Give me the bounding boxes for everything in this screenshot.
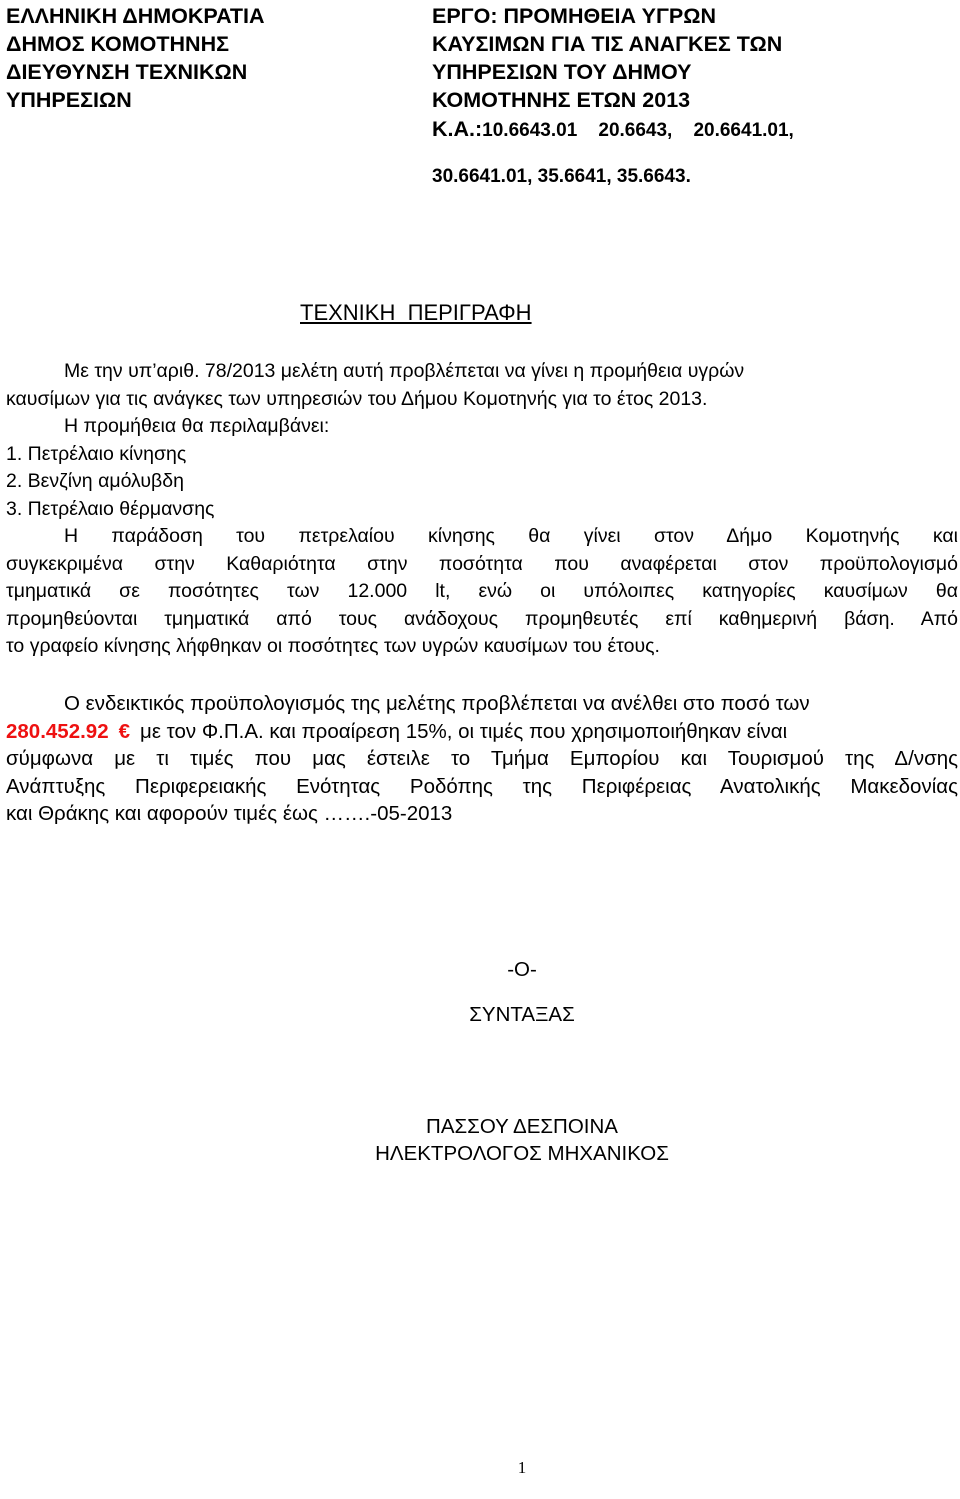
budget-codes-label: Κ.Α.:	[432, 117, 483, 141]
budget-line	[6, 718, 958, 746]
delivery-line: προμηθεύονται τμηματικά από τους ανάδοχους προμηθευτές επί καθημερινή βάση. Από	[6, 607, 958, 630]
budget-codes-values: 10.6643.01 20.6643, 20.6641.01,	[482, 120, 794, 141]
header-project-line: ΥΠΗΡΕΣΙΩΝ ΤΟΥ ΔΗΜΟΥ	[432, 60, 692, 84]
signatory-role: ΣΥΝΤΑΞΑΣ	[469, 1003, 575, 1026]
intro-line: Με την υπ’αριθ. 78/2013 μελέτη αυτή προβλέπεται να γίνει η προμήθεια υγρών	[64, 360, 745, 382]
closing-separator: -Ο-	[507, 958, 537, 981]
budget-codes-continued: 30.6641.01, 35.6641, 35.6643.	[432, 166, 691, 187]
intro-line: καυσίμων για τις ανάγκες των υπηρεσιών του Δήμου Κομοτηνής για το έτος 2013.	[6, 387, 708, 410]
budget-line: και Θράκης και αφορούν τιμές έως …….-05-2013	[6, 802, 453, 825]
budget-line: σύμφωνα με τι τιμές που μας έστειλε το Τμήμα Εμπορίου και Τουρισμού της Δ/νσης	[6, 747, 958, 770]
delivery-line: τμηματικά σε ποσότητες των 12.000 lt, ενώ οι υπόλοιπες κατηγορίες καυσίμων θα	[6, 580, 958, 602]
budget-section	[6, 690, 958, 828]
delivery-line: Η παράδοση του πετρελαίου κίνησης θα γίνει στον Δήμο Κομοτηνής και	[64, 525, 958, 547]
budget-amount: 280.452.92	[6, 719, 109, 743]
header-project-line: ΚΑΥΣΙΜΩΝ ΓΙΑ ΤΙΣ ΑΝΑΓΚΕΣ ΤΩΝ	[432, 32, 783, 56]
intro-line: Η προμήθεια θα περιλαμβάνει:	[64, 415, 330, 437]
list-item: 3. Πετρέλαιο θέρμανσης	[6, 497, 215, 520]
budget-line: Ο ενδεικτικός προϋπολογισμός της μελέτης προβλέπεται να ανέλθει στο ποσό των	[64, 692, 810, 715]
signatory-title: ΗΛΕΚΤΡΟΛΟΓΟΣ ΜΗΧΑΝΙΚΟΣ	[375, 1142, 669, 1165]
header-authority	[6, 2, 336, 114]
header-project-line: ΕΡΓΟ: ΠΡΟΜΗΘΕΙΑ ΥΓΡΩΝ	[432, 4, 717, 28]
header-authority-line: ΕΛΛΗΝΙΚΗ ΔΗΜΟΚΡΑΤΙΑ	[6, 4, 265, 28]
budget-line-rest: με τον Φ.Π.Α. και προαίρεση 15%, οι τιμές που χρησιμοποιήθηκαν είναι	[140, 719, 788, 743]
budget-line: Ανάπτυξης Περιφερειακής Ενότητας Ροδόπης της Περιφέρειας Ανατολικής Μακεδονίας	[6, 774, 958, 798]
delivery-line: συγκεκριμένα στην Καθαριότητα στην ποσότητα που αναφέρεται στον προϋπολογισμό	[6, 552, 958, 575]
list-item: 1. Πετρέλαιο κίνησης	[6, 442, 187, 465]
header-authority-line: ΔΗΜΟΣ ΚΟΜΟΤΗΝΗΣ	[6, 32, 229, 56]
header-authority-line: ΥΠΗΡΕΣΙΩΝ	[6, 88, 132, 112]
intro-section	[6, 358, 958, 661]
header-authority-line: ΔΙΕΥΘΥΝΣΗ ΤΕΧΝΙΚΩΝ	[6, 60, 248, 84]
document-title: ΤΕΧΝΙΚΗ ΠΕΡΙΓΡΑΦΗ	[300, 300, 532, 325]
header-project-line: ΚΟΜΟΤΗΝΗΣ ΕΤΩΝ 2013	[432, 88, 691, 112]
euro-icon: €	[118, 719, 131, 743]
signatory-name: ΠΑΣΣΟΥ ΔΕΣΠΟΙΝΑ	[426, 1115, 618, 1138]
budget-codes-line	[432, 115, 952, 145]
delivery-line: το γραφείο κίνησης λήφθηκαν οι ποσότητες των υγρών καυσίμων του έτους.	[6, 635, 660, 657]
page-number: 1	[517, 1458, 527, 1477]
list-item: 2. Βενζίνη αμόλυβδη	[6, 470, 184, 492]
header-project	[432, 2, 952, 191]
